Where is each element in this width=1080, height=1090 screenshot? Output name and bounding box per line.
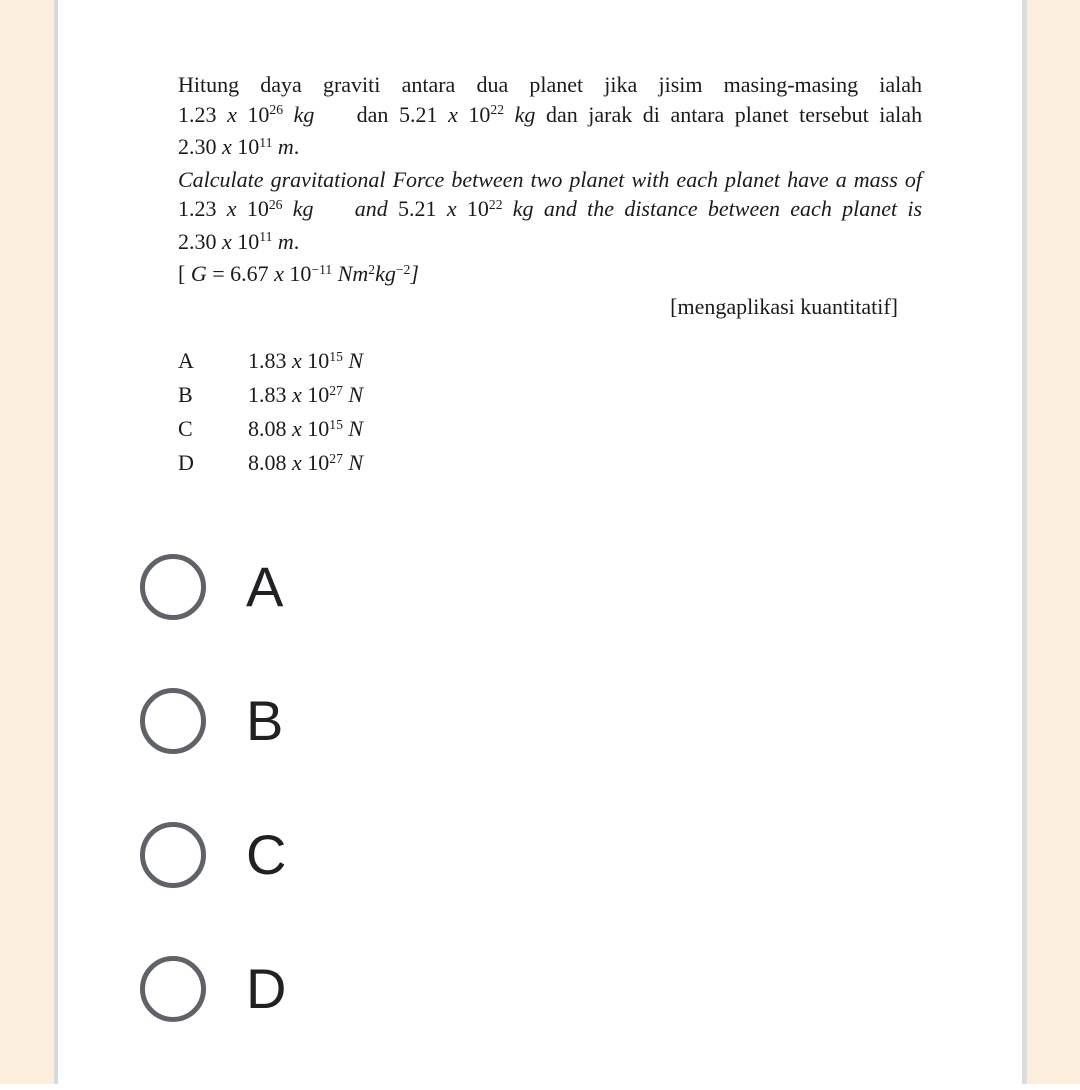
radio-button[interactable] [140,554,206,620]
radio-button[interactable] [140,688,206,754]
question-line: [mengaplikasi kuantitatif] [670,293,898,319]
radio-option-row-b[interactable] [140,688,286,754]
radio-button[interactable] [140,822,206,888]
form-card [58,0,1022,1084]
answer-choice-letter: C [178,416,193,441]
answer-choice-row [178,447,363,481]
answer-choice-row [178,345,363,379]
question-line: [ G = 6.67 x $10^{-11}$ $Nm^2kg^{-2}$] [178,261,419,286]
left-margin-panel [0,0,54,1084]
answer-choice-letter: D [178,450,194,475]
answer-choices-list [178,345,363,481]
radio-option-row-a[interactable] [140,554,286,620]
question-line: 2.30 x $10^{11}$ m. [178,228,300,254]
answer-choice-letter: A [178,348,194,373]
radio-button[interactable] [140,956,206,1022]
question-text-block [178,70,922,321]
radio-option-label: A [246,555,284,618]
question-line: 2.30 x $10^{11}$ m. [178,134,300,159]
radio-options-group [140,554,286,1090]
question-line: 1.23 x $10^{26}$ kg dan 5.21 x $10^{22}$ kg dan jarak di antara planet tersebut ialah [178,101,923,127]
right-margin-panel [1027,0,1080,1084]
question-line: Calculate gravitational Force between two planet with each planet have a mass of [178,166,922,192]
answer-choice-value: 8.08 x $10^{15}$ N [248,416,364,441]
radio-option-label: D [246,957,287,1020]
answer-choice-value: 1.83 x $10^{15}$ N [248,348,364,373]
radio-option-label: C [246,823,287,886]
answer-choice-letter: B [178,382,193,407]
radio-option-row-c[interactable] [140,822,286,888]
answer-choice-row [178,379,363,413]
question-line: Hitung daya graviti antara dua planet jika jisim masing-masing ialah [178,72,922,97]
answer-choice-value: 1.83 x $10^{27}$ N [248,382,364,407]
answer-choice-value: 8.08 x $10^{27}$ N [248,450,364,475]
answer-choice-row [178,413,363,447]
radio-option-row-d[interactable] [140,956,286,1022]
question-line: 1.23 x $10^{26}$ kg and 5.21 x $10^{22}$ kg and the distance between each planet is [178,196,923,221]
radio-option-label: B [246,689,284,752]
